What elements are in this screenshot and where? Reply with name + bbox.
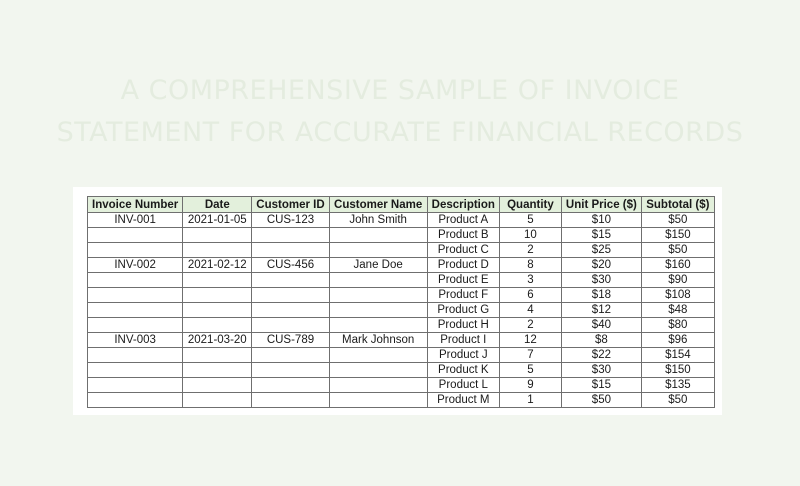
unit-price-cell: $30: [561, 363, 641, 378]
invoice-number-cell: [88, 273, 183, 288]
description-cell: Product H: [427, 318, 499, 333]
customer-name-cell: [329, 318, 427, 333]
table-row: [88, 303, 715, 318]
subtotal-cell: $150: [641, 363, 714, 378]
quantity-cell: 5: [499, 213, 561, 228]
subtotal-cell: $135: [641, 378, 714, 393]
customer-id-cell: [252, 303, 329, 318]
table-row: [88, 378, 715, 393]
table-row: [88, 363, 715, 378]
date-cell: [183, 378, 252, 393]
invoice-number-cell: [88, 318, 183, 333]
unit-price-cell: $10: [561, 213, 641, 228]
customer-id-cell: [252, 363, 329, 378]
unit-price-cell: $25: [561, 243, 641, 258]
unit-price-cell: $30: [561, 273, 641, 288]
header-row: [88, 197, 715, 213]
invoice-number-cell: [88, 378, 183, 393]
description-cell: Product J: [427, 348, 499, 363]
header-description: Description: [427, 197, 499, 213]
description-cell: Product L: [427, 378, 499, 393]
invoice-sheet: [73, 187, 722, 415]
table-row: [88, 393, 715, 408]
customer-id-cell: [252, 378, 329, 393]
table-row: [88, 288, 715, 303]
customer-name-cell: Jane Doe: [329, 258, 427, 273]
invoice-number-cell: [88, 393, 183, 408]
invoice-number-cell: INV-003: [88, 333, 183, 348]
subtotal-cell: $48: [641, 303, 714, 318]
description-cell: Product D: [427, 258, 499, 273]
table-row: [88, 213, 715, 228]
description-cell: Product F: [427, 288, 499, 303]
date-cell: [183, 393, 252, 408]
description-cell: Product M: [427, 393, 499, 408]
customer-id-cell: [252, 348, 329, 363]
subtotal-cell: $50: [641, 393, 714, 408]
subtotal-cell: $50: [641, 243, 714, 258]
customer-id-cell: CUS-456: [252, 258, 329, 273]
table-body: [88, 213, 715, 408]
customer-id-cell: [252, 318, 329, 333]
subtotal-cell: $50: [641, 213, 714, 228]
date-cell: [183, 288, 252, 303]
description-cell: Product K: [427, 363, 499, 378]
subtotal-cell: $154: [641, 348, 714, 363]
unit-price-cell: $15: [561, 228, 641, 243]
header-unit-price: Unit Price ($): [561, 197, 641, 213]
description-cell: Product E: [427, 273, 499, 288]
invoice-number-cell: [88, 288, 183, 303]
quantity-cell: 9: [499, 378, 561, 393]
quantity-cell: 2: [499, 318, 561, 333]
subtotal-cell: $150: [641, 228, 714, 243]
unit-price-cell: $8: [561, 333, 641, 348]
header-quantity: Quantity: [499, 197, 561, 213]
header-invoice-number: Invoice Number: [88, 197, 183, 213]
table-row: [88, 318, 715, 333]
header-subtotal: Subtotal ($): [641, 197, 714, 213]
unit-price-cell: $12: [561, 303, 641, 318]
unit-price-cell: $22: [561, 348, 641, 363]
quantity-cell: 7: [499, 348, 561, 363]
date-cell: [183, 318, 252, 333]
customer-id-cell: [252, 228, 329, 243]
quantity-cell: 8: [499, 258, 561, 273]
date-cell: 2021-01-05: [183, 213, 252, 228]
customer-name-cell: [329, 288, 427, 303]
quantity-cell: 3: [499, 273, 561, 288]
invoice-table: [87, 196, 715, 408]
date-cell: [183, 303, 252, 318]
invoice-number-cell: [88, 228, 183, 243]
customer-name-cell: Mark Johnson: [329, 333, 427, 348]
customer-name-cell: [329, 393, 427, 408]
customer-id-cell: CUS-123: [252, 213, 329, 228]
description-cell: Product C: [427, 243, 499, 258]
quantity-cell: 1: [499, 393, 561, 408]
invoice-number-cell: INV-001: [88, 213, 183, 228]
description-cell: Product A: [427, 213, 499, 228]
header-date: Date: [183, 197, 252, 213]
quantity-cell: 5: [499, 363, 561, 378]
table-row: [88, 243, 715, 258]
customer-id-cell: [252, 288, 329, 303]
subtotal-cell: $96: [641, 333, 714, 348]
unit-price-cell: $50: [561, 393, 641, 408]
customer-name-cell: [329, 243, 427, 258]
table-row: [88, 333, 715, 348]
quantity-cell: 10: [499, 228, 561, 243]
subtotal-cell: $90: [641, 273, 714, 288]
table-row: [88, 228, 715, 243]
subtotal-cell: $80: [641, 318, 714, 333]
unit-price-cell: $15: [561, 378, 641, 393]
customer-name-cell: [329, 228, 427, 243]
invoice-number-cell: [88, 348, 183, 363]
header-customer-name: Customer Name: [329, 197, 427, 213]
customer-id-cell: [252, 243, 329, 258]
description-cell: Product I: [427, 333, 499, 348]
table-row: [88, 258, 715, 273]
customer-id-cell: CUS-789: [252, 333, 329, 348]
description-cell: Product B: [427, 228, 499, 243]
header-customer-id: Customer ID: [252, 197, 329, 213]
date-cell: [183, 363, 252, 378]
table-row: [88, 273, 715, 288]
date-cell: 2021-03-20: [183, 333, 252, 348]
date-cell: [183, 228, 252, 243]
subtotal-cell: $160: [641, 258, 714, 273]
invoice-number-cell: INV-002: [88, 258, 183, 273]
date-cell: [183, 348, 252, 363]
invoice-number-cell: [88, 243, 183, 258]
unit-price-cell: $18: [561, 288, 641, 303]
quantity-cell: 2: [499, 243, 561, 258]
date-cell: 2021-02-12: [183, 258, 252, 273]
invoice-number-cell: [88, 363, 183, 378]
customer-name-cell: [329, 273, 427, 288]
customer-id-cell: [252, 393, 329, 408]
date-cell: [183, 243, 252, 258]
customer-name-cell: [329, 348, 427, 363]
unit-price-cell: $20: [561, 258, 641, 273]
customer-name-cell: [329, 303, 427, 318]
quantity-cell: 6: [499, 288, 561, 303]
page-title-line-2: STATEMENT FOR ACCURATE FINANCIAL RECORDS: [56, 117, 744, 148]
subtotal-cell: $108: [641, 288, 714, 303]
customer-name-cell: [329, 378, 427, 393]
customer-name-cell: [329, 363, 427, 378]
table-row: [88, 348, 715, 363]
page-title: [0, 70, 800, 154]
description-cell: Product G: [427, 303, 499, 318]
quantity-cell: 12: [499, 333, 561, 348]
date-cell: [183, 273, 252, 288]
quantity-cell: 4: [499, 303, 561, 318]
invoice-number-cell: [88, 303, 183, 318]
page-title-line-1: A COMPREHENSIVE SAMPLE OF INVOICE: [120, 75, 680, 106]
unit-price-cell: $40: [561, 318, 641, 333]
customer-id-cell: [252, 273, 329, 288]
customer-name-cell: John Smith: [329, 213, 427, 228]
